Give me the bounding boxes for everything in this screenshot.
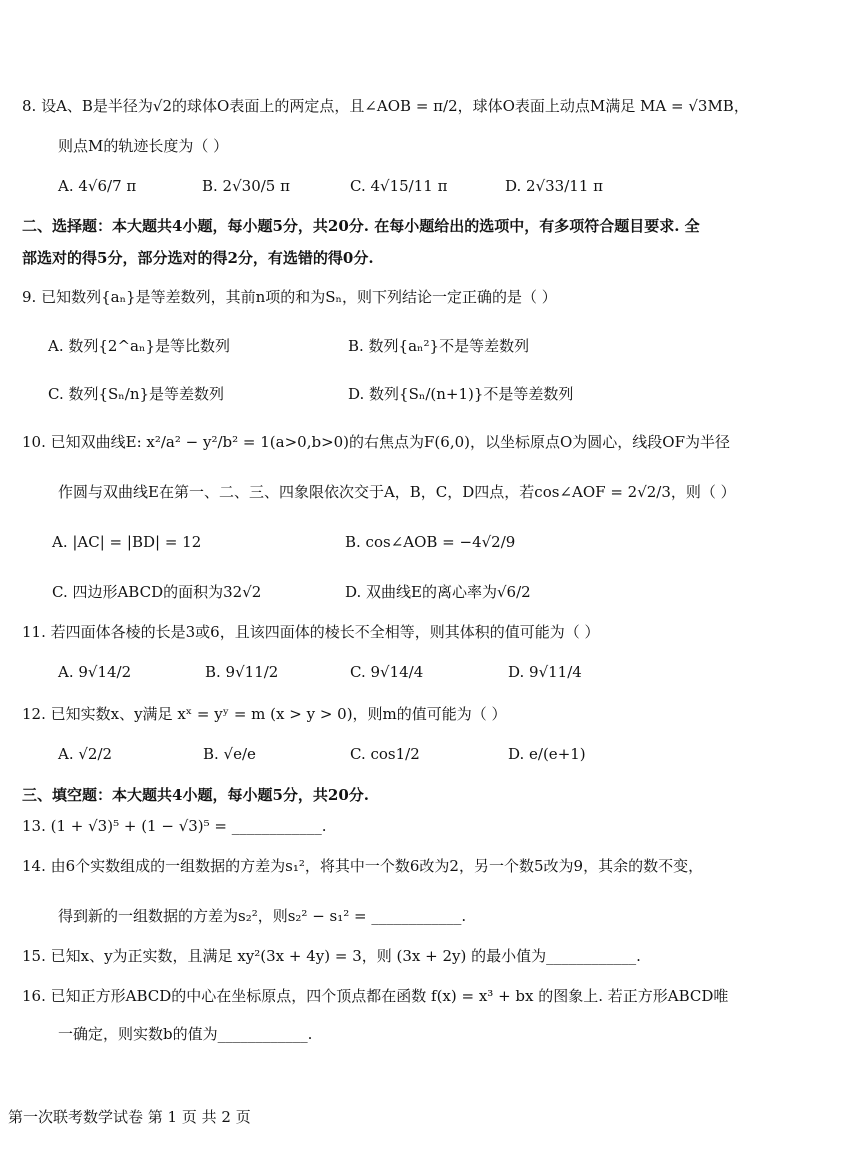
q10-option-c: C. 四边形ABCD的面积为32√2 [52,583,262,601]
q15: 15. 已知x、y为正实数，且满足 xy²(3x + 4y) = 3，则 (3x + 2y) 的最小值为____________. [22,947,641,965]
q12-option-b: B. √e/e [203,745,256,763]
q12-option-a: A. √2/2 [58,745,113,763]
q8-stem-line2: 则点M的轨迹长度为（ ） [58,137,229,155]
q9-option-b: B. 数列{aₙ²}不是等差数列 [348,337,530,355]
q11-option-c: C. 9√14/4 [350,663,424,681]
q14-line1: 14. 由6个实数组成的一组数据的方差为s₁²，将其中一个数6改为2，另一个数5改为9，其余的数不变， [22,857,704,875]
q8-option-d: D. 2√33/11 π [505,177,603,195]
q10-stem-line2: 作圆与双曲线E在第一、二、三、四象限依次交于A，B，C，D四点，若cos∠AOF = 2√2/3，则（ ） [58,483,736,501]
q14-line2: 得到新的一组数据的方差为s₂²，则s₂² − s₁² = ____________. [58,907,467,925]
q11-option-d: D. 9√11/4 [508,663,582,681]
q8-option-b: B. 2√30/5 π [202,177,290,195]
q9-option-d: D. 数列{Sₙ/(n+1)}不是等差数列 [348,385,574,403]
q10-option-a: A. |AC| = |BD| = 12 [52,533,202,551]
q11-stem: 11. 若四面体各棱的长是3或6，且该四面体的棱长不全相等，则其体积的值可能为（ ） [22,623,600,641]
q12-option-c: C. cos1/2 [350,745,420,763]
q16-line1: 16. 已知正方形ABCD的中心在坐标原点，四个顶点都在函数 f(x) = x³ + bx 的图象上. 若正方形ABCD唯 [22,987,729,1005]
q10-stem-line1: 10. 已知双曲线E: x²/a² − y²/b² = 1(a>0,b>0)的右焦点为F(6,0)，以坐标原点O为圆心，线段OF为半径 [22,433,730,451]
q10-option-d: D. 双曲线E的离心率为√6/2 [345,583,531,601]
q8-option-a: A. 4√6/7 π [58,177,137,195]
q9-stem: 9. 已知数列{aₙ}是等差数列，其前n项的和为Sₙ，则下列结论一定正确的是（ ） [22,288,557,306]
section2-heading-line2: 部选对的得5分，部分选对的得2分，有选错的得0分. [22,249,374,267]
q9-option-a: A. 数列{2^aₙ}是等比数列 [48,337,231,355]
q8-stem-line1: 8. 设A、B是半径为√2的球体O表面上的两定点，且∠AOB = π/2，球体O表面上动点M满足 MA = √3MB， [22,97,749,115]
q13: 13. (1 + √3)⁵ + (1 − √3)⁵ = ____________. [22,817,327,835]
q9-option-c: C. 数列{Sₙ/n}是等差数列 [48,385,225,403]
q11-option-b: B. 9√11/2 [205,663,279,681]
q12-stem: 12. 已知实数x、y满足 xˣ = yʸ = m (x > y > 0)，则m的值可能为（ ） [22,705,507,723]
q10-option-b: B. cos∠AOB = −4√2/9 [345,533,516,551]
section2-heading-line1: 二、选择题：本大题共4小题，每小题5分，共20分. 在每小题给出的选项中，有多项符合题目要求. 全 [22,217,700,235]
q11-option-a: A. 9√14/2 [58,663,132,681]
page-footer: 第一次联考数学试卷 第 1 页 共 2 页 [8,1108,251,1126]
section3-heading: 三、填空题：本大题共4小题，每小题5分，共20分. [22,786,369,804]
q16-line2: 一确定，则实数b的值为____________. [58,1025,313,1043]
q12-option-d: D. e/(e+1) [508,745,586,763]
q8-option-c: C. 4√15/11 π [350,177,448,195]
